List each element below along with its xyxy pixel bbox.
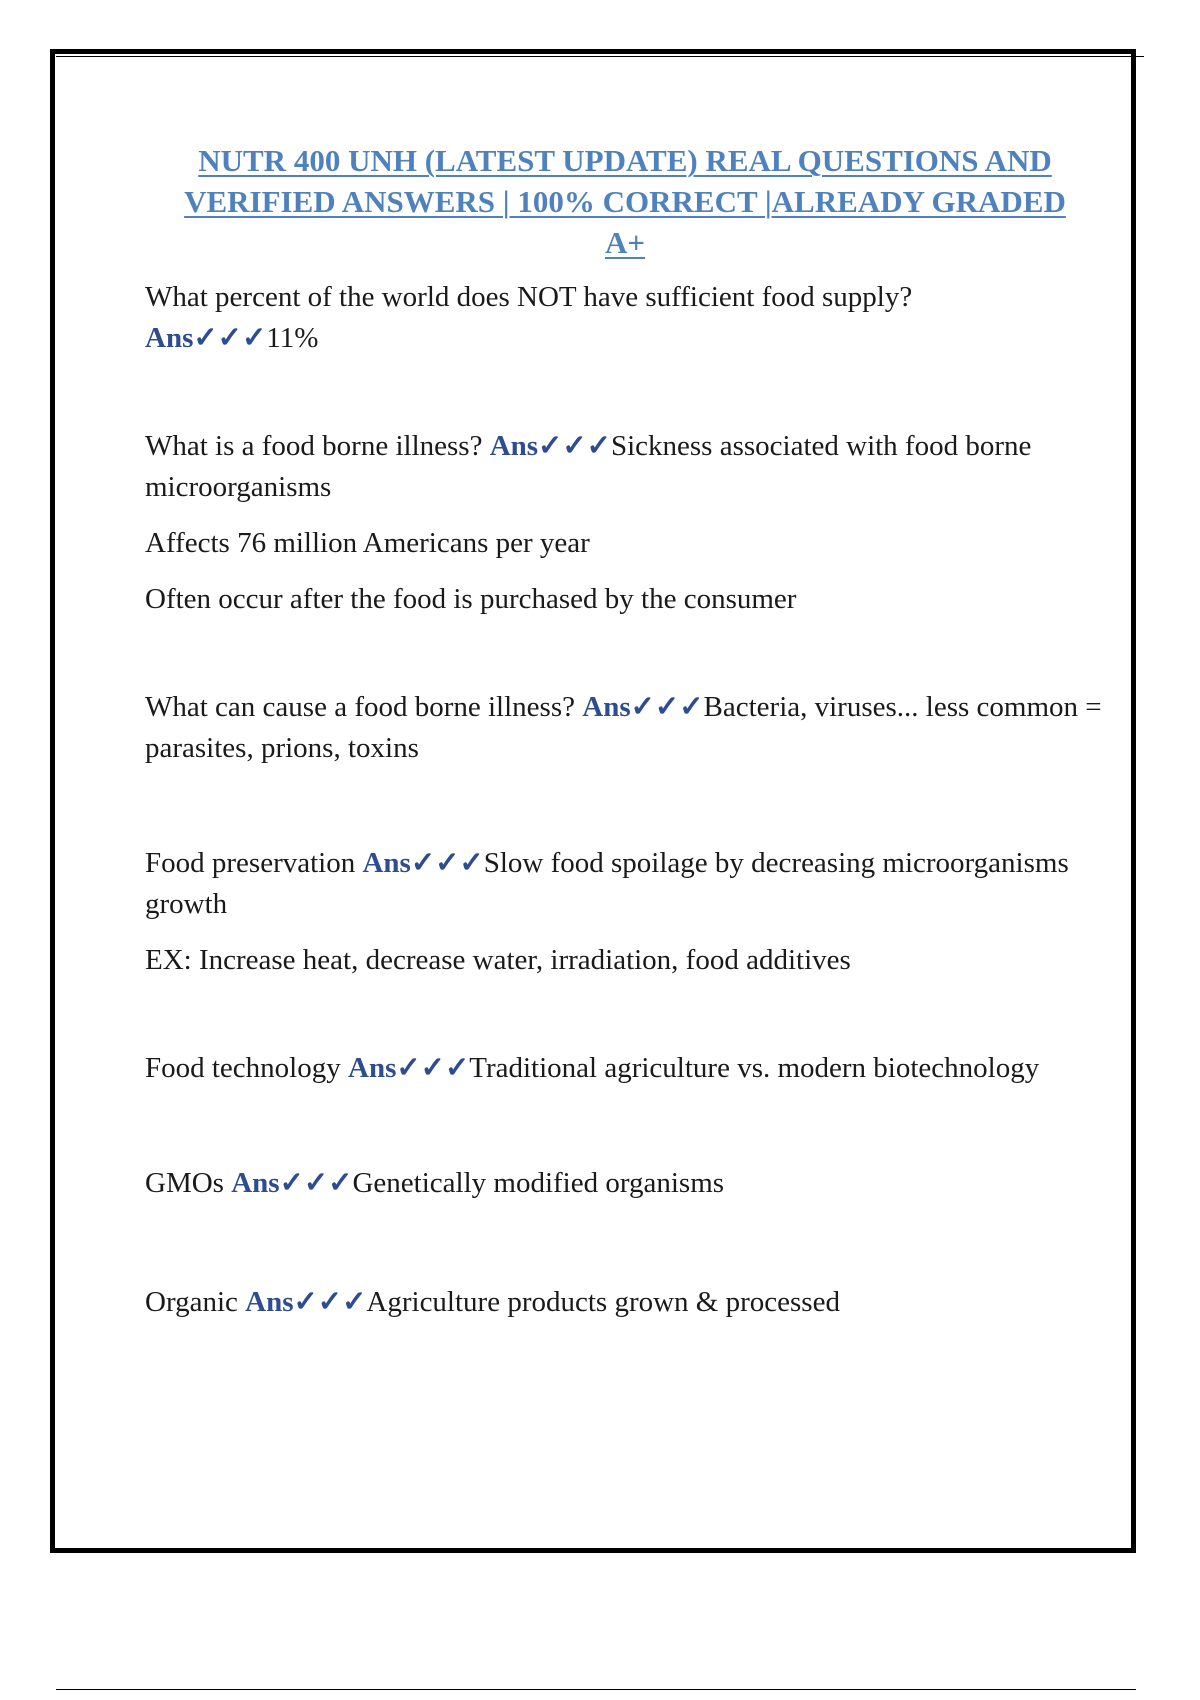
check-marks-icon: ✓✓✓ xyxy=(538,430,611,462)
check-marks-icon: ✓✓✓ xyxy=(193,322,267,354)
document-content xyxy=(145,140,1105,1323)
qa-item-6 xyxy=(145,1163,1105,1204)
bottom-rule xyxy=(56,1689,1136,1690)
title-line-2: VERIFIED ANSWERS | 100% CORRECT |ALREADY GRADED xyxy=(184,184,1066,219)
answer-text: Agriculture products grown & processed xyxy=(366,1286,840,1318)
answer-text: Genetically modified organisms xyxy=(352,1167,725,1199)
document-title xyxy=(145,140,1105,263)
answer-text: Slow food spoilage by decreasing microorganisms growth xyxy=(145,847,1069,920)
answer-text: 11% xyxy=(266,322,319,354)
qa-question-5 xyxy=(145,1048,1105,1089)
question-text: What can cause a food borne illness? xyxy=(145,691,575,723)
qa-extra-line: EX: Increase heat, decrease water, irradiation, food additives xyxy=(145,944,851,976)
qa-question-4 xyxy=(145,843,1105,925)
answer-marker: Ans xyxy=(489,430,539,462)
answer-marker: Ans xyxy=(245,1286,294,1318)
check-marks-icon: ✓✓✓ xyxy=(410,847,484,879)
qa-item-3 xyxy=(145,687,1105,769)
qa-question-2 xyxy=(145,426,1105,508)
answer-marker: Ans xyxy=(362,847,411,879)
check-marks-icon: ✓✓✓ xyxy=(630,691,704,723)
qa-question-6 xyxy=(145,1163,1105,1204)
qa-item-2 xyxy=(145,426,1105,620)
qa-item-1 xyxy=(145,277,1105,359)
qa-question-1 xyxy=(145,277,1105,359)
qa-extra-line: Often occur after the food is purchased by the consumer xyxy=(145,583,797,615)
answer-marker: Ans xyxy=(582,691,631,723)
qa-question-7 xyxy=(145,1282,1105,1323)
answer-marker: Ans xyxy=(145,322,194,354)
qa-item-7 xyxy=(145,1282,1105,1323)
answer-text: Traditional agriculture vs. modern biotechnology xyxy=(469,1052,1040,1084)
qa-question-3 xyxy=(145,687,1105,769)
title-line-1: NUTR 400 UNH (LATEST UPDATE) REAL QUESTIONS AND xyxy=(198,143,1052,178)
answer-text: Bacteria, viruses... less common = parasites, prions, toxins xyxy=(145,691,1102,764)
question-text: What is a food borne illness? xyxy=(145,430,483,462)
question-text: Food technology xyxy=(145,1052,341,1084)
question-text: Food preservation xyxy=(145,847,356,879)
question-text: What percent of the world does NOT have sufficient food supply? xyxy=(145,281,913,313)
check-marks-icon: ✓✓✓ xyxy=(279,1167,353,1199)
top-rule xyxy=(56,56,1144,57)
title-line-3: A+ xyxy=(604,225,646,260)
check-marks-icon: ✓✓✓ xyxy=(396,1052,470,1084)
qa-item-4 xyxy=(145,843,1105,981)
qa-item-5 xyxy=(145,1048,1105,1089)
question-text: Organic xyxy=(145,1286,238,1318)
check-marks-icon: ✓✓✓ xyxy=(293,1286,367,1318)
qa-extra-line: Affects 76 million Americans per year xyxy=(145,527,590,559)
question-text: GMOs xyxy=(145,1167,224,1199)
answer-marker: Ans xyxy=(231,1167,280,1199)
answer-marker: Ans xyxy=(348,1052,397,1084)
answer-text: Sickness associated with food borne microorganisms xyxy=(145,430,1032,503)
